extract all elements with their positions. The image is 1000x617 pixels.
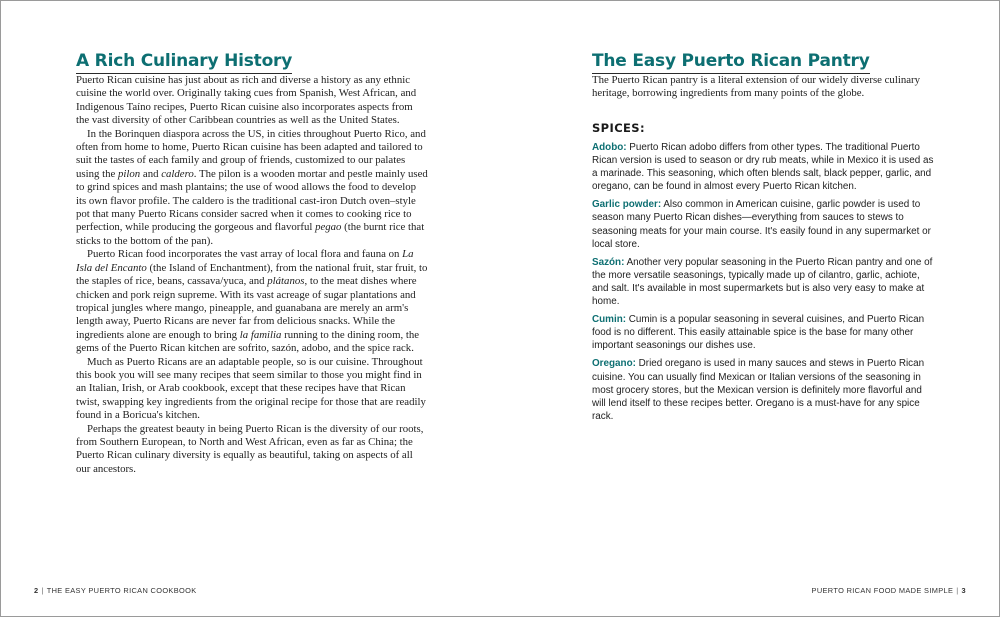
spice-term: Adobo:	[592, 142, 627, 153]
left-running-title: THE EASY PUERTO RICAN COOKBOOK	[46, 586, 197, 595]
history-paragraph-4: Much as Puerto Ricans are an adaptable people, so is our cuisine. Throughout this book you will see many recipes that seem similar to those you might find in an Italian, Irish, or Arab cookbook, except that these recipes have that Rican twist, swapping key ingredients from the original recipe for those that are readily found in a Boricua's kitchen.	[76, 355, 426, 422]
right-footer	[812, 586, 966, 595]
left-page-number: 2	[34, 586, 39, 595]
history-paragraph-2: In the Borinquen diaspora across the US, in cities throughout Puerto Rico, and often from home to home, Puerto Rican cuisine has been adapted and tailored to suit the tastes of each family and group of friends, customized to our palates using the pilon and caldero. The pilon is a wooden mortar and pestle mainly used to grind spices and mash plantains; the use of wood allows the food to develop its own flavor profile. The caldero is the traditional cast-iron Dutch oven–style pot that many Puerto Ricans consider sacred when it comes to cooking rice to perfection, while producing the gorgeous and flavorful pegao (the burnt rice that sticks to the bottom of the pan).	[76, 127, 428, 247]
spices-subheading: SPICES:	[592, 121, 645, 135]
right-page-heading: The Easy Puerto Rican Pantry	[592, 51, 870, 74]
left-footer-separator: |	[41, 586, 44, 595]
spice-sazon	[592, 256, 936, 308]
history-body	[76, 74, 428, 476]
italic-term: pilon	[118, 167, 141, 180]
history-paragraph-3: Puerto Rican food incorporates the vast array of local flora and fauna on La Isla del Encanto (the Island of Enchantment), from the national fruit, star fruit, to the staples of rice, beans, cassava/yuca, and plátanos, to the meat dishes where chicken and pork reign supreme. With its vast acreage of sugar plantations and tropical jungles where mango, pineapple, and guanabana are merely an arm's length away, Puerto Ricans are never far from delicious snacks. While the ingredients alone are enough to bring la familia running to the dining room, the gems of the Puerto Rican kitchen are sofrito, sazón, adobo, and the spice rack.	[76, 248, 428, 355]
history-paragraph-5: Perhaps the greatest beauty in being Puerto Rican is the diversity of our roots, from Southern European, to North and West African, even as far as China; the Puerto Rican culinary diversity is equally as beautiful, taking on aspects of all our ancestors.	[76, 422, 424, 475]
right-footer-separator: |	[956, 586, 959, 595]
italic-term: caldero	[161, 167, 194, 180]
spice-term: Cumin:	[592, 314, 627, 326]
italic-term: plátanos	[267, 275, 305, 288]
right-page-number: 3	[961, 586, 966, 595]
spice-cumin	[592, 313, 936, 352]
italic-term: pegao	[315, 221, 342, 234]
left-page-heading: A Rich Culinary History	[76, 51, 292, 74]
right-page	[501, 1, 999, 616]
italic-term: la familia	[239, 328, 282, 341]
right-running-title: PUERTO RICAN FOOD MADE SIMPLE	[811, 586, 954, 595]
spice-oregano	[592, 357, 936, 422]
spice-term: Garlic powder:	[592, 199, 662, 211]
spice-description: Dried oregano is used in many sauces and stews in Puerto Rican cuisine. You can usually find Mexican or Italian versions of the seasoning in most grocery stores, but the Mexican version is definitely more flavorful and will lend itself to these recipes better. Oregano is a must-have for any spice rack.	[592, 358, 925, 422]
spice-term: Oregano:	[592, 358, 636, 370]
left-footer	[34, 586, 196, 595]
spice-description: Also common in American cuisine, garlic powder is used to season many Puerto Rican dishes—everything from sauces to stews to seasoning meats for your main course. It's easily found in any supermarket or local store.	[592, 199, 931, 250]
spice-description: Another very popular seasoning in the Puerto Rican pantry and one of the more versatile seasonings, typically made up of cilantro, garlic, achiote, and salt. It's available in most supermarkets but is also very easy to make at home.	[592, 256, 933, 308]
spice-description: Cumin is a popular seasoning in several cuisines, and Puerto Rican food is no different. This easily attainable spice is the base for many other important seasonings our dishes use.	[592, 314, 925, 352]
spice-term: Sazón:	[592, 256, 625, 268]
spice-adobo	[592, 141, 936, 193]
pantry-intro: The Puerto Rican pantry is a literal extension of our widely diverse culinary heritage, borrowing ingredients from many points of the globe.	[592, 74, 921, 100]
spice-garlic-powder	[592, 198, 936, 250]
left-page	[1, 1, 501, 616]
spice-list	[592, 141, 936, 428]
history-paragraph-1: Puerto Rican cuisine has just about as rich and diverse a history as any ethnic cuisine the world over. Originally taking cues from Spanish, West African, and Indigenous Taíno recipes, Puerto Rican cuisine also incorporates aspects from the vast diversity of other Caribbean countries as well as the United States.	[76, 74, 417, 127]
spice-description: Puerto Rican adobo differs from other types. The traditional Puerto Rican version is used to season or dry rub meats, while in Mexico it is used as a marinade. This seasoning, which often blends salt, black pepper, garlic, and oregano, can be found in almost every Puerto Rican kitchen.	[592, 142, 934, 193]
italic-term: La Isla del Encanto	[76, 248, 414, 274]
